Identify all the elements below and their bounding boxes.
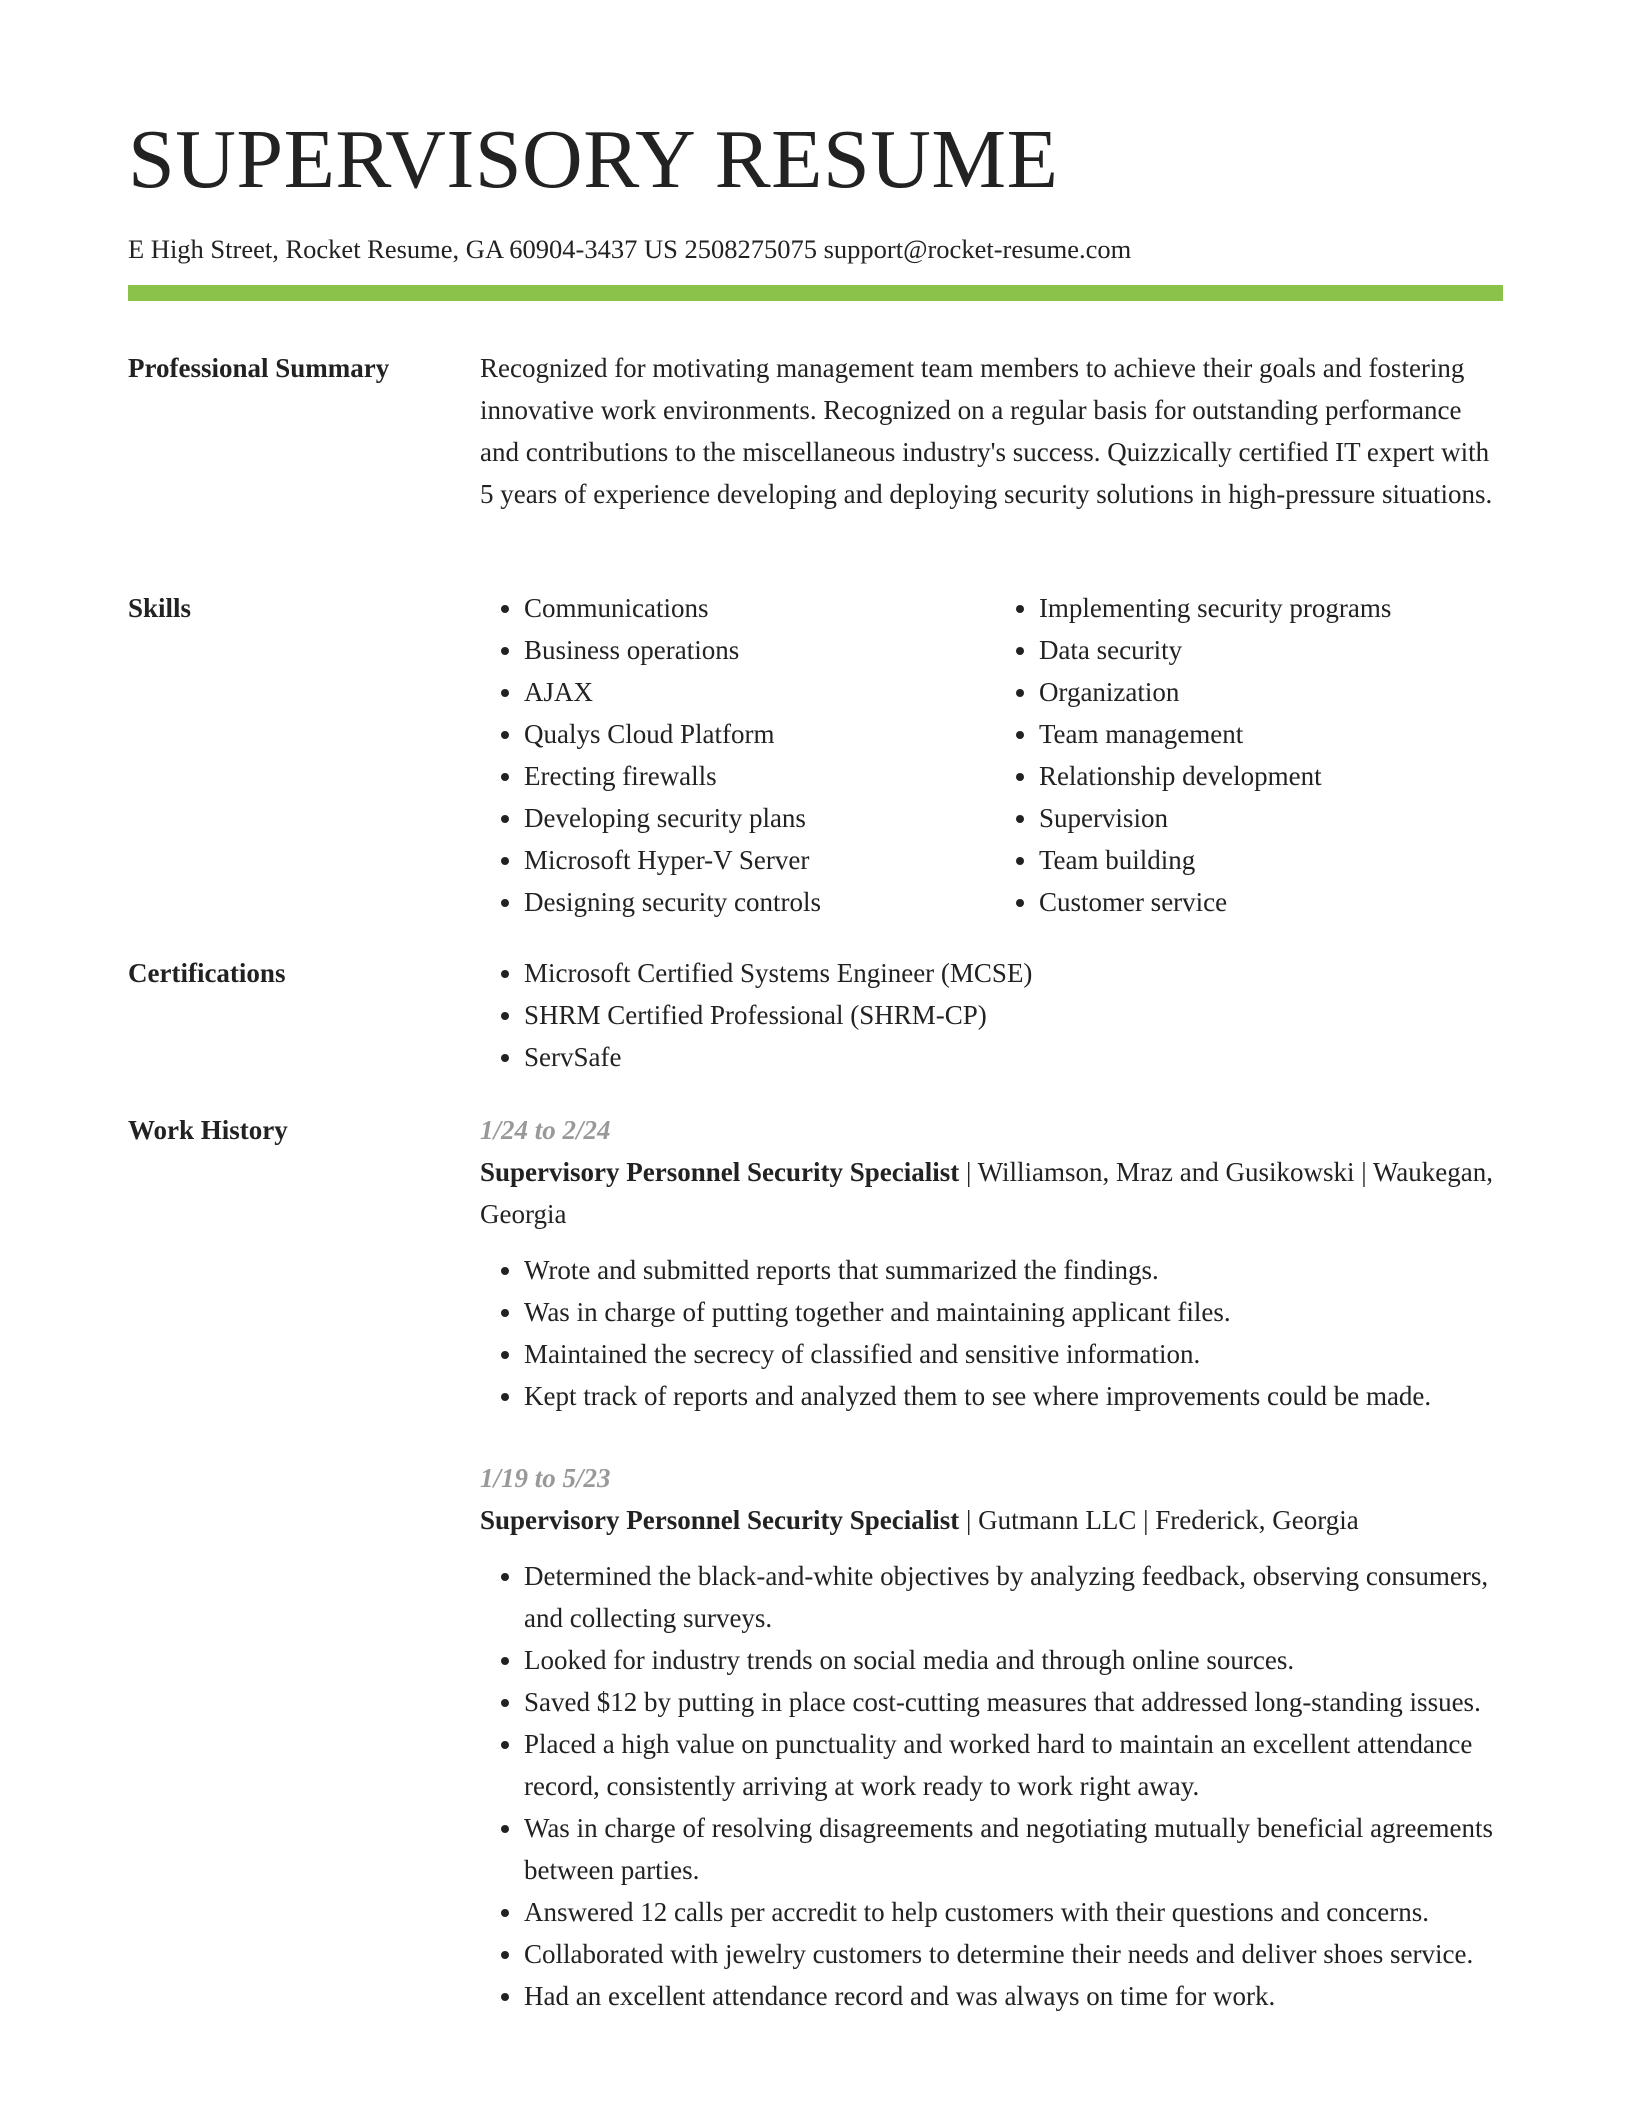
skill-item: • Developing security plans [524, 797, 951, 839]
job-entry [480, 1457, 1503, 2017]
job-bullet: • Had an excellent attendance record and was always on time for work. [524, 1975, 1503, 2017]
accent-divider [128, 285, 1503, 301]
job-title: Supervisory Personnel Security Specialist [480, 1505, 960, 1535]
job-bullets [480, 1249, 1503, 1417]
skills-list-left [480, 587, 951, 923]
job-bullet: • Looked for industry trends on social media and through online sources. [524, 1639, 1503, 1681]
certifications-body [480, 952, 1503, 1078]
certification-item: • SHRM Certified Professional (SHRM-CP) [524, 994, 1503, 1036]
job-details: | Gutmann LLC | Frederick, Georgia [959, 1505, 1359, 1535]
certifications-label: Certifications [128, 958, 286, 988]
skill-item: • Designing security controls [524, 881, 951, 923]
summary-label: Professional Summary [128, 353, 390, 383]
skill-item: • Relationship development [1039, 755, 1503, 797]
work-history-body [480, 1109, 1503, 2017]
job-date: 1/19 to 5/23 [480, 1463, 611, 1493]
skill-item: • AJAX [524, 671, 951, 713]
resume-title: SUPERVISORY RESUME [128, 113, 1059, 206]
certification-item: • Microsoft Certified Systems Engineer (MCSE) [524, 952, 1503, 994]
certification-item: • ServSafe [524, 1036, 1503, 1078]
job-bullets [480, 1555, 1503, 2017]
skill-item: • Customer service [1039, 881, 1503, 923]
job-bullet: • Was in charge of putting together and maintaining applicant files. [524, 1291, 1503, 1333]
skills-body [480, 587, 1503, 923]
contact-line: E High Street, Rocket Resume, GA 60904-3437 US 2508275075 support@rocket-resume.com [128, 234, 1132, 264]
skill-item: • Communications [524, 587, 951, 629]
job-bullet: • Wrote and submitted reports that summarized the findings. [524, 1249, 1503, 1291]
job-date: 1/24 to 2/24 [480, 1115, 611, 1145]
job-heading [480, 1499, 1503, 1541]
skill-item: • Supervision [1039, 797, 1503, 839]
skill-item: • Data security [1039, 629, 1503, 671]
job-title: Supervisory Personnel Security Specialist [480, 1157, 960, 1187]
skill-item: • Business operations [524, 629, 951, 671]
job-bullet: • Collaborated with jewelry customers to determine their needs and deliver shoes service. [524, 1933, 1503, 1975]
certifications-list [480, 952, 1503, 1078]
job-bullet: • Placed a high value on punctuality and worked hard to maintain an excellent attendance record, consistently arriving at work ready to work right away. [524, 1723, 1503, 1807]
skill-item: • Implementing security programs [1039, 587, 1503, 629]
summary-text: Recognized for motivating management team members to achieve their goals and fostering innovative work environments. Recognized on a regular basis for outstanding performance and contributions to the miscellaneous industry's success. Quizzically certified IT expert with 5 years of experience developing and deploying security solutions in high-pressure situations. [480, 353, 1493, 509]
skill-item: • Organization [1039, 671, 1503, 713]
job-bullet: • Kept track of reports and analyzed them to see where improvements could be made. [524, 1375, 1503, 1417]
skills-label: Skills [128, 593, 192, 623]
skill-item: • Microsoft Hyper-V Server [524, 839, 951, 881]
job-details: | Williamson, Mraz and Gusikowski | Waukegan, Georgia [480, 1157, 1493, 1229]
job-bullet: • Maintained the secrecy of classified and sensitive information. [524, 1333, 1503, 1375]
work-history-label: Work History [128, 1115, 288, 1145]
skill-item: • Qualys Cloud Platform [524, 713, 951, 755]
job-entry [480, 1109, 1503, 1417]
summary-body [480, 347, 1503, 515]
job-bullet: • Answered 12 calls per accredit to help customers with their questions and concerns. [524, 1891, 1503, 1933]
job-heading [480, 1151, 1503, 1235]
job-bullet: • Determined the black-and-white objectives by analyzing feedback, observing consumers, and collecting surveys. [524, 1555, 1503, 1639]
job-bullet: • Was in charge of resolving disagreements and negotiating mutually beneficial agreements between parties. [524, 1807, 1503, 1891]
skill-item: • Team management [1039, 713, 1503, 755]
job-bullet: • Saved $12 by putting in place cost-cutting measures that addressed long-standing issues. [524, 1681, 1503, 1723]
skill-item: • Erecting firewalls [524, 755, 951, 797]
skills-list-right [995, 587, 1503, 923]
skill-item: • Team building [1039, 839, 1503, 881]
